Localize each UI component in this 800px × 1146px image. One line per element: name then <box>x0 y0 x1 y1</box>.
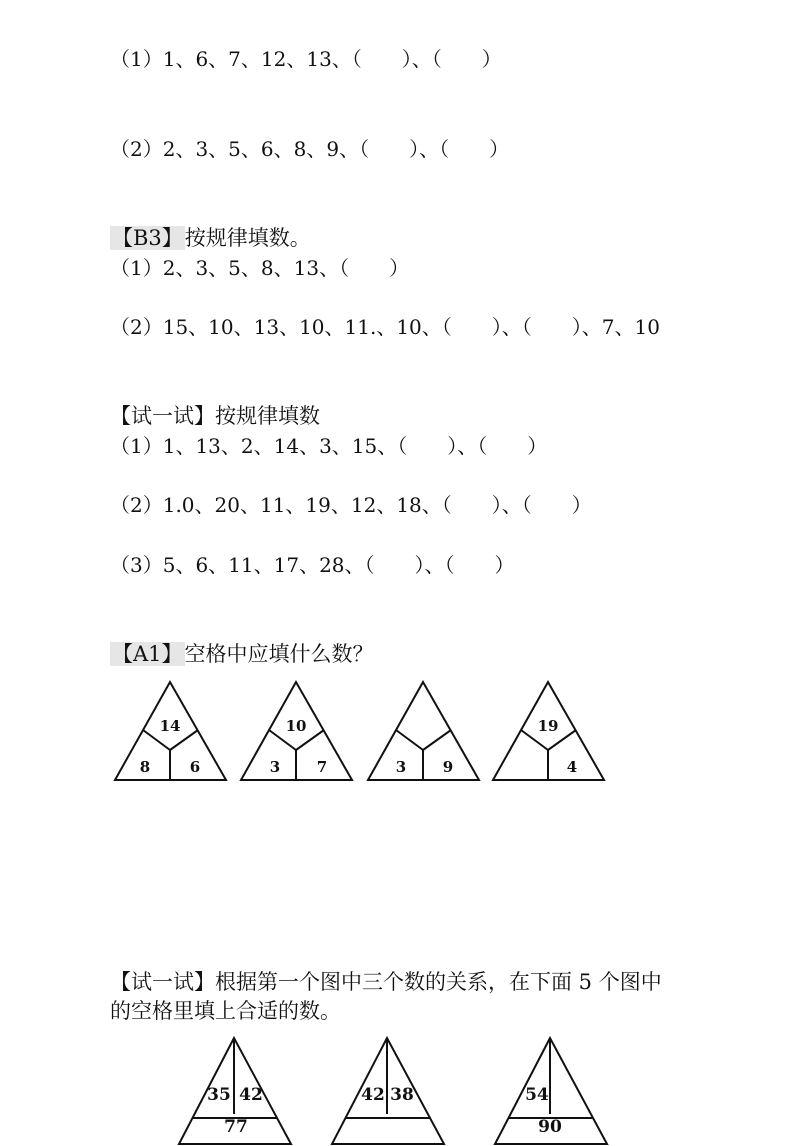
divider-line <box>396 730 423 750</box>
kite-puzzle-2 <box>330 1036 450 1146</box>
section-try2-line2: 的空格里填上合适的数。 <box>110 999 341 1023</box>
kite-right-number: 42 <box>239 1085 263 1105</box>
triangle-top-number: 14 <box>159 717 181 735</box>
kite-left-number: 54 <box>525 1085 549 1105</box>
section-try1-title: 按规律填数 <box>215 404 320 428</box>
triangle-top-number: 19 <box>537 717 559 735</box>
question-b3-1: （1）2、3、5、8、13、（ ） <box>110 256 410 280</box>
question-a2-line: （2）2、3、5、6、8、9、（ ）、（ ） <box>110 137 510 161</box>
section-try2-line1: 根据第一个图中三个数的关系，在下面 5 个图中 <box>215 970 662 994</box>
kite-left-number: 42 <box>361 1085 385 1105</box>
kite-bottom-number: 90 <box>538 1117 562 1137</box>
kite-bottom-number: 77 <box>224 1117 248 1137</box>
triangle-puzzle-1 <box>113 680 228 782</box>
divider-line <box>423 730 451 750</box>
section-b3-tag: 【B3】 <box>112 226 183 250</box>
question-try1-1: （1）1、13、2、14、3、15、（ ）、（ ） <box>110 434 548 458</box>
kite-puzzle-1 <box>177 1036 297 1146</box>
section-try1-heading <box>110 404 320 428</box>
question-try1-3: （3）5、6、11、17、28、（ ）、（ ） <box>110 553 515 577</box>
triangle-right-number: 9 <box>442 758 454 776</box>
kite-left-number: 35 <box>207 1085 231 1105</box>
triangle-left-number: 3 <box>395 758 407 776</box>
triangle-top-number: 10 <box>285 717 307 735</box>
section-a1-title: 空格中应填什么数？ <box>184 642 374 666</box>
kite-right-number: 38 <box>390 1085 414 1105</box>
section-a1-tag: 【A1】 <box>112 642 183 666</box>
triangle-right-number: 4 <box>566 758 578 776</box>
triangle-puzzle-4 <box>491 680 606 782</box>
section-try2-heading <box>110 970 662 994</box>
triangle-right-number: 7 <box>316 758 328 776</box>
section-try2-tag: 【试一试】 <box>110 970 215 994</box>
question-a1-line: （1）1、6、7、12、13、（ ）、（ ） <box>110 47 502 71</box>
triangle-left-number: 8 <box>139 758 151 776</box>
section-b3-heading <box>110 226 311 250</box>
triangle-puzzle-3 <box>366 680 481 782</box>
triangle-puzzle-2 <box>239 680 354 782</box>
section-b3-title: 按规律填数。 <box>184 226 311 250</box>
triangle-left-number: 3 <box>269 758 281 776</box>
question-try1-2: （2）1.0、20、11、19、12、18、（ ）、（ ） <box>110 493 592 517</box>
kite-puzzle-3 <box>493 1036 613 1146</box>
section-try1-tag: 【试一试】 <box>110 404 215 428</box>
question-b3-2: （2）15、10、13、10、11.、10、（ ）、（ ）、7、10 <box>110 315 660 339</box>
triangle-right-number: 6 <box>189 758 201 776</box>
section-a1-heading <box>110 642 374 666</box>
